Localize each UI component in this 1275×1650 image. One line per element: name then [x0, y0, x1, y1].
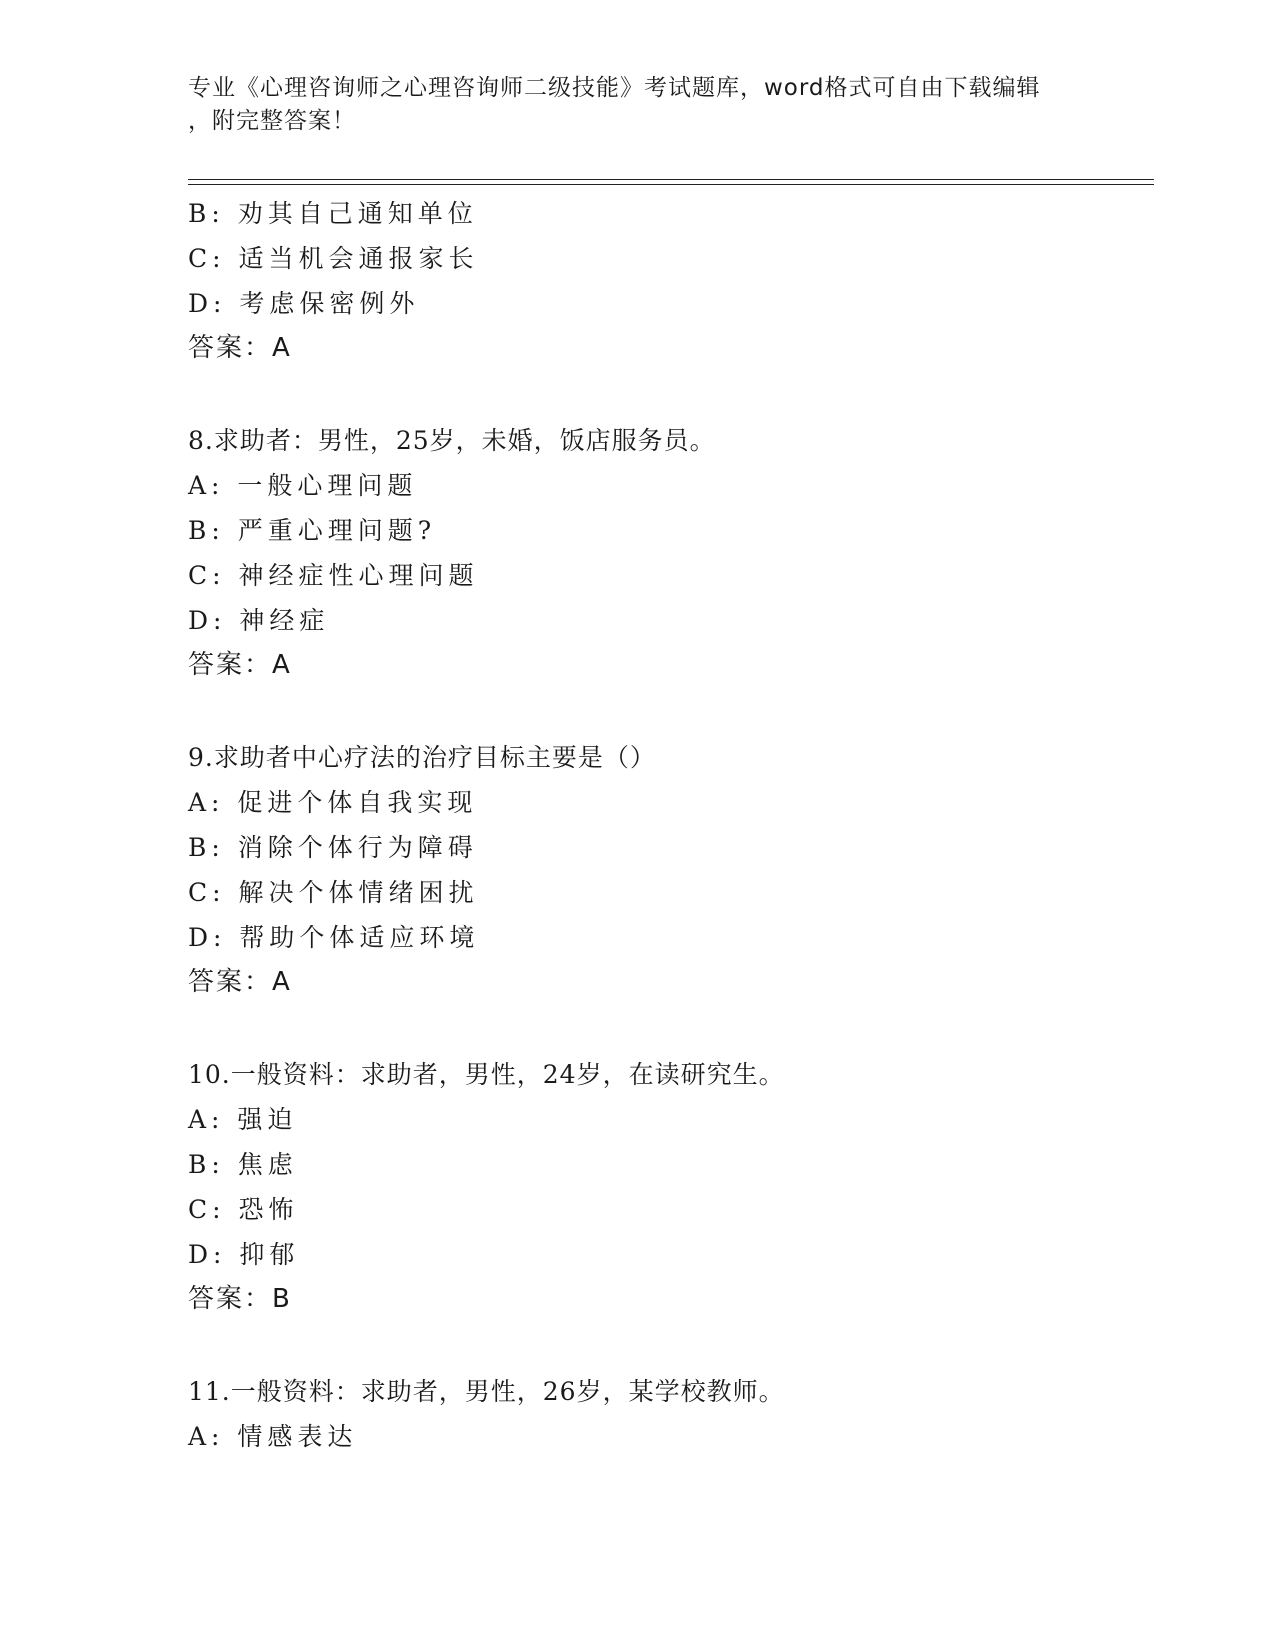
- question-stem: 10.一般资料：求助者，男性，24岁，在读研究生。: [188, 1060, 785, 1089]
- option-b: B: 焦虑: [188, 1150, 298, 1179]
- question-stem: 11.一般资料：求助者，男性，26岁，某学校教师。: [188, 1377, 785, 1406]
- document-body: [188, 191, 1148, 1459]
- header-line-1: 专业《心理咨询师之心理咨询师二级技能》考试题库，word格式可自由下载编辑: [188, 75, 1041, 101]
- spacer: [188, 1005, 1148, 1052]
- question-stem: 8.求助者：男性，25岁，未婚，饭店服务员。: [188, 426, 716, 455]
- question-stem: 9.求助者中心疗法的治疗目标主要是（）: [188, 743, 656, 772]
- question-block-11: [188, 1369, 1148, 1459]
- header-divider-bottom: [188, 184, 1154, 185]
- question-block-9: [188, 735, 1148, 1005]
- option-d: D: 抑郁: [188, 1240, 300, 1269]
- option-d: D: 帮助个体适应环境: [188, 923, 480, 952]
- header-divider-top: [188, 179, 1154, 180]
- answer-line: 答案：A: [188, 967, 292, 997]
- header-line-2: ，附完整答案！: [188, 108, 356, 134]
- option-a: A: 促进个体自我实现: [188, 788, 478, 817]
- option-c: C: 恐怖: [188, 1195, 299, 1224]
- question-block-10: [188, 1052, 1148, 1322]
- option-a: A: 强迫: [188, 1105, 298, 1134]
- option-a: A: 情感表达: [188, 1422, 358, 1451]
- spacer: [188, 371, 1148, 418]
- option-b: B: 劝其自己通知单位: [188, 199, 478, 228]
- answer-line: 答案：B: [188, 1284, 292, 1314]
- spacer: [188, 688, 1148, 735]
- option-a: A: 一般心理问题: [188, 471, 418, 500]
- option-d: D: 神经症: [188, 606, 330, 635]
- answer-line: 答案：A: [188, 333, 292, 363]
- question-block-7: [188, 191, 1148, 371]
- option-b: B: 消除个体行为障碍: [188, 833, 478, 862]
- option-c: C: 神经症性心理问题: [188, 561, 479, 590]
- document-header: [188, 72, 1068, 138]
- option-c: C: 适当机会通报家长: [188, 244, 479, 273]
- question-block-8: [188, 418, 1148, 688]
- spacer: [188, 1322, 1148, 1369]
- option-c: C: 解决个体情绪困扰: [188, 878, 479, 907]
- option-b: B: 严重心理问题?: [188, 516, 437, 545]
- option-d: D: 考虑保密例外: [188, 289, 420, 318]
- answer-line: 答案：A: [188, 650, 292, 680]
